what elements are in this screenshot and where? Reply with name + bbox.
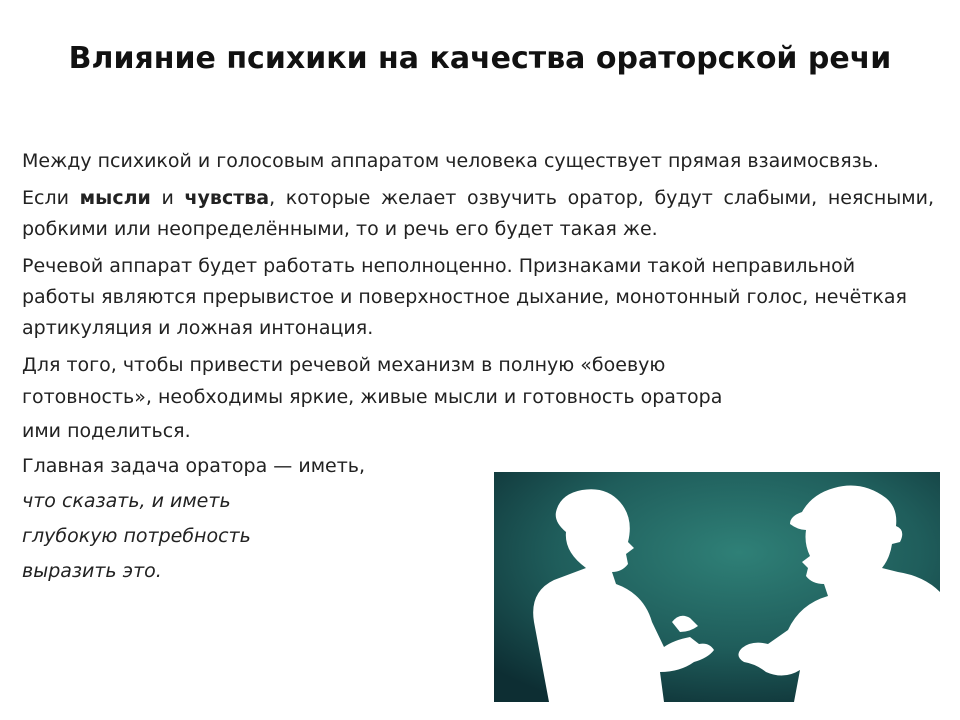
silhouettes-conversation-icon xyxy=(494,472,940,702)
p4-line-3: ими поделиться. xyxy=(22,420,191,442)
p2-bold-thoughts: мысли xyxy=(79,187,151,209)
closing-line-2: что сказать, и иметь xyxy=(22,490,231,512)
p4-line-2: готовность», необходимы яркие, живые мысли и готовность оратора xyxy=(22,386,723,408)
p4-line-1: Для того, чтобы привести речевой механизм в полную «боевую xyxy=(22,354,666,376)
p2-bold-feelings: чувства xyxy=(184,187,270,209)
p2-text-2: и xyxy=(150,187,185,209)
slide-title: Влияние психики на качества ораторской речи xyxy=(68,41,892,76)
p2-text-1: Если xyxy=(22,187,80,209)
silhouettes-image xyxy=(494,472,940,702)
closing-line-3: глубокую потребность xyxy=(22,525,251,547)
paragraph-4 xyxy=(22,350,934,449)
p2-text-3: , которые желает озвучить оратор, будут слабыми, неясными, робкими или неопределёнными, то и речь его будет такая же. xyxy=(22,187,934,240)
closing-line-4: выразить это. xyxy=(22,560,162,582)
paragraph-1: Между психикой и голосовым аппаратом человека существует прямая взаимосвязь. xyxy=(22,150,880,172)
closing-line-1: Главная задача оратора — иметь, xyxy=(22,455,366,477)
paragraph-3: Речевой аппарат будет работать неполноценно. Признаками такой неправильной работы являются прерывистое и поверхностное дыхание, монотонный голос, нечёткая артикуляция и ложная интонация. xyxy=(22,255,907,339)
paragraph-2 xyxy=(22,183,934,245)
